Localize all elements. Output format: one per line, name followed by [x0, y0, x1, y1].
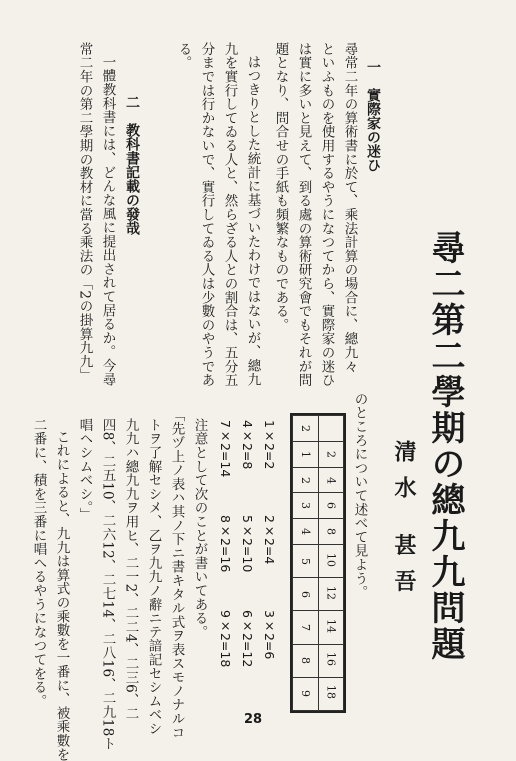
table-cell: 8 [318, 519, 344, 545]
section2-line: 一體教科書には、どんな風に提出されて居るか。今尋 [99, 55, 116, 387]
table-cell: 14 [318, 611, 344, 644]
section1-heading: 一 實際家の迷ひ [365, 60, 381, 172]
table-cell: 2 [318, 441, 344, 467]
section1-line: 題となり、問合せの手紙も頻繁なものである。 [272, 42, 289, 332]
formula: 6×2=12 [240, 610, 255, 668]
table-cell: 5 [293, 545, 319, 578]
multiplication-table [290, 413, 346, 713]
table-cell: 10 [318, 545, 344, 578]
table-cell: 16 [318, 644, 344, 677]
formula: 9×2=18 [218, 610, 233, 668]
formula: 1×2=2 [262, 420, 277, 470]
table-cell: 1 [293, 441, 319, 467]
table-cell: 6 [318, 493, 344, 519]
section1-line: は實に多いと見えて、到る處の算術研究會でもそれが問 [295, 42, 312, 387]
table-cell: 2 [293, 467, 319, 493]
section1-line: はつきりとした統計に基づいたわけではないが、總九 [244, 55, 261, 387]
section2-line: 常二年の第二學期の教材に當る乘法の「2の掛算九九」 [76, 42, 93, 383]
after-table-line: 「先ヅ上ノ表ハ其ノ下ニ書キタル式ヲ表スモノナルコ [168, 408, 185, 740]
section1-line: 尋常二年の算術書に於て、乘法計算の場合に、總九々 [341, 42, 358, 374]
table-cell: 7 [293, 611, 319, 644]
after-table-line: 注意として次のことが書いてある。 [191, 418, 208, 639]
section1-line: といふものを使用するやうになつてから、實際家の迷ひ [318, 42, 335, 387]
table-cell: 8 [293, 644, 319, 677]
table-cell: 6 [293, 578, 319, 611]
table-cell: 2 [293, 416, 319, 442]
table-cell: 4 [318, 467, 344, 493]
after-table-line: 四8、二五10、二六12、二七14、二八16、二九18ト [99, 418, 116, 751]
table-cell: 9 [293, 677, 319, 710]
formula: 7×2=14 [218, 420, 233, 478]
table-cell [318, 416, 344, 442]
author-name: 清水 甚吾 [391, 440, 416, 606]
after-table-line: これによると、九九は算式の乘數を一番に、被乘數を [53, 430, 70, 761]
after-table-line: 唱ヘシムベシ。」 [76, 418, 93, 522]
after-table-line: 二番に、積を三番に唱へるやうになつてをる。 [30, 418, 47, 708]
table-cell: 18 [318, 677, 344, 710]
after-table-line: トヲ了解セシメ、乙ヲ九九ノ辭ニテ諳記セシムベシ [145, 418, 162, 736]
article-title: 尋二第二學期の總九九問題 [425, 230, 465, 662]
formula: 5×2=10 [240, 515, 255, 573]
page-number: 28 [244, 712, 263, 727]
section2-heading: 二 教科書記載の發哉 [124, 95, 140, 235]
section1-line: 分までは行かないで、實行してゐる人は少數のやうであ [198, 42, 215, 387]
table-cell: 12 [318, 578, 344, 611]
table-intro: のところについて述べて見よう。 [351, 392, 368, 599]
section1-line: 九を實行してゐる人と、然らざる人との割合は、五分五 [221, 42, 238, 387]
formula: 4×2=8 [240, 420, 255, 470]
formula: 3×2=6 [262, 610, 277, 660]
section1-line: る。 [175, 42, 192, 70]
formula: 8×2=16 [218, 515, 233, 573]
after-table-line: 九九ハ總九九ヲ用ヒ、二一2、二二4、二三6、二 [122, 418, 139, 721]
table-cell: 4 [293, 519, 319, 545]
table-cell: 3 [293, 493, 319, 519]
formula: 2×2=4 [262, 515, 277, 565]
